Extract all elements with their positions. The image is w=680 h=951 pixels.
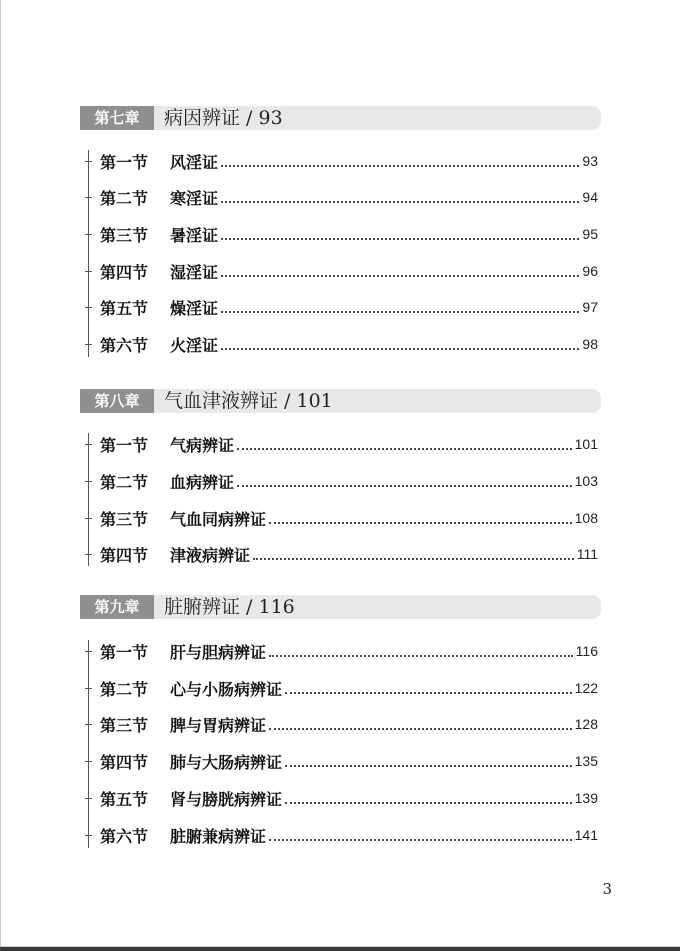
toc-entry[interactable] — [100, 750, 598, 772]
toc-entry[interactable] — [100, 507, 598, 529]
dot-leader — [269, 838, 572, 841]
section-title: 气病辨证 — [170, 435, 235, 455]
section-title: 肾与膀胱病辨证 — [170, 789, 283, 809]
chapter-header — [80, 595, 601, 619]
dot-leader — [285, 764, 572, 767]
section-page: 93 — [582, 153, 598, 169]
chapter-header — [80, 389, 601, 413]
section-title: 风淫证 — [170, 152, 219, 172]
section-title: 火淫证 — [170, 335, 219, 355]
toc-tick — [85, 688, 92, 689]
toc-tick — [85, 344, 92, 345]
section-number: 第一节 — [100, 152, 149, 172]
toc-tick — [85, 554, 92, 555]
section-number: 第四节 — [100, 752, 149, 772]
section-page: 122 — [574, 680, 598, 696]
page-edge-left — [0, 0, 1, 951]
section-title: 肝与胆病辨证 — [170, 642, 267, 662]
toc-tick — [85, 724, 92, 725]
chapter-title: 病因辨证 / 93 — [164, 107, 283, 129]
section-page: 141 — [574, 827, 598, 843]
chapter-header — [80, 106, 601, 130]
toc-entry[interactable] — [100, 186, 598, 208]
section-number: 第六节 — [100, 826, 149, 846]
section-page: 111 — [576, 546, 598, 562]
section-title: 暑淫证 — [170, 225, 219, 245]
dot-leader — [253, 557, 574, 560]
toc-tick — [85, 444, 92, 445]
toc-entry[interactable] — [100, 260, 598, 282]
section-number: 第一节 — [100, 435, 149, 455]
toc-entry[interactable] — [100, 223, 598, 245]
section-number: 第五节 — [100, 789, 149, 809]
toc-entry[interactable] — [100, 296, 598, 318]
page-edge-bottom — [0, 947, 680, 951]
toc-entry[interactable] — [100, 713, 598, 735]
section-title: 津液病辨证 — [170, 545, 251, 565]
dot-leader — [237, 484, 572, 487]
section-number: 第二节 — [100, 472, 149, 492]
section-title: 寒淫证 — [170, 188, 219, 208]
toc-entry[interactable] — [100, 150, 598, 172]
section-number: 第四节 — [100, 262, 149, 282]
toc-entry[interactable] — [100, 470, 598, 492]
section-page: 94 — [582, 189, 598, 205]
section-title: 脾与胃病辨证 — [170, 715, 267, 735]
dot-leader — [221, 237, 579, 240]
toc-tick — [85, 518, 92, 519]
dot-leader — [285, 691, 572, 694]
page-number: 3 — [602, 880, 612, 898]
section-page: 139 — [574, 790, 598, 806]
toc-tick — [85, 651, 92, 652]
toc-tick — [85, 307, 92, 308]
section-number: 第四节 — [100, 545, 149, 565]
section-page: 95 — [582, 226, 598, 242]
section-title: 燥淫证 — [170, 298, 219, 318]
chapter-label: 第九章 — [80, 595, 154, 619]
chapter-label: 第七章 — [80, 106, 154, 130]
toc-tick — [85, 761, 92, 762]
toc-tick — [85, 161, 92, 162]
toc-entry[interactable] — [100, 433, 598, 455]
section-number: 第三节 — [100, 225, 149, 245]
section-number: 第六节 — [100, 335, 149, 355]
section-page: 97 — [582, 299, 598, 315]
dot-leader — [237, 447, 572, 450]
dot-leader — [269, 654, 573, 657]
section-number: 第二节 — [100, 188, 149, 208]
section-page: 116 — [575, 643, 598, 659]
section-title: 血病辨证 — [170, 472, 235, 492]
toc-entry[interactable] — [100, 677, 598, 699]
toc-tick — [85, 271, 92, 272]
toc-tick — [85, 798, 92, 799]
section-title: 肺与大肠病辨证 — [170, 752, 283, 772]
dot-leader — [269, 727, 572, 730]
section-page: 135 — [574, 753, 598, 769]
section-page: 103 — [574, 473, 598, 489]
section-page: 96 — [582, 263, 598, 279]
section-title: 湿淫证 — [170, 262, 219, 282]
toc-rail — [88, 150, 89, 357]
toc-tick — [85, 835, 92, 836]
toc-rail — [88, 640, 89, 848]
section-page: 98 — [582, 336, 598, 352]
section-title: 气血同病辨证 — [170, 509, 267, 529]
dot-leader — [221, 200, 579, 203]
toc-entry[interactable] — [100, 543, 598, 565]
section-number: 第三节 — [100, 715, 149, 735]
section-number: 第三节 — [100, 509, 149, 529]
section-page: 108 — [574, 510, 598, 526]
dot-leader — [221, 310, 579, 313]
chapter-label: 第八章 — [80, 389, 154, 413]
toc-entry[interactable] — [100, 333, 598, 355]
section-title: 脏腑兼病辨证 — [170, 826, 267, 846]
section-number: 第五节 — [100, 298, 149, 318]
dot-leader — [221, 274, 579, 277]
toc-tick — [85, 197, 92, 198]
toc-entry[interactable] — [100, 787, 598, 809]
dot-leader — [269, 521, 572, 524]
section-title: 心与小肠病辨证 — [170, 679, 283, 699]
chapter-title: 脏腑辨证 / 116 — [164, 596, 295, 618]
toc-tick — [85, 481, 92, 482]
dot-leader — [221, 164, 579, 167]
section-number: 第一节 — [100, 642, 149, 662]
section-page: 101 — [574, 436, 598, 452]
toc-rail — [88, 433, 89, 566]
section-page: 128 — [574, 716, 598, 732]
dot-leader — [285, 801, 572, 804]
chapter-title: 气血津液辨证 / 101 — [164, 390, 333, 412]
dot-leader — [221, 347, 579, 350]
toc-entry[interactable] — [100, 824, 598, 846]
toc-entry[interactable] — [100, 640, 598, 662]
toc-tick — [85, 234, 92, 235]
section-number: 第二节 — [100, 679, 149, 699]
